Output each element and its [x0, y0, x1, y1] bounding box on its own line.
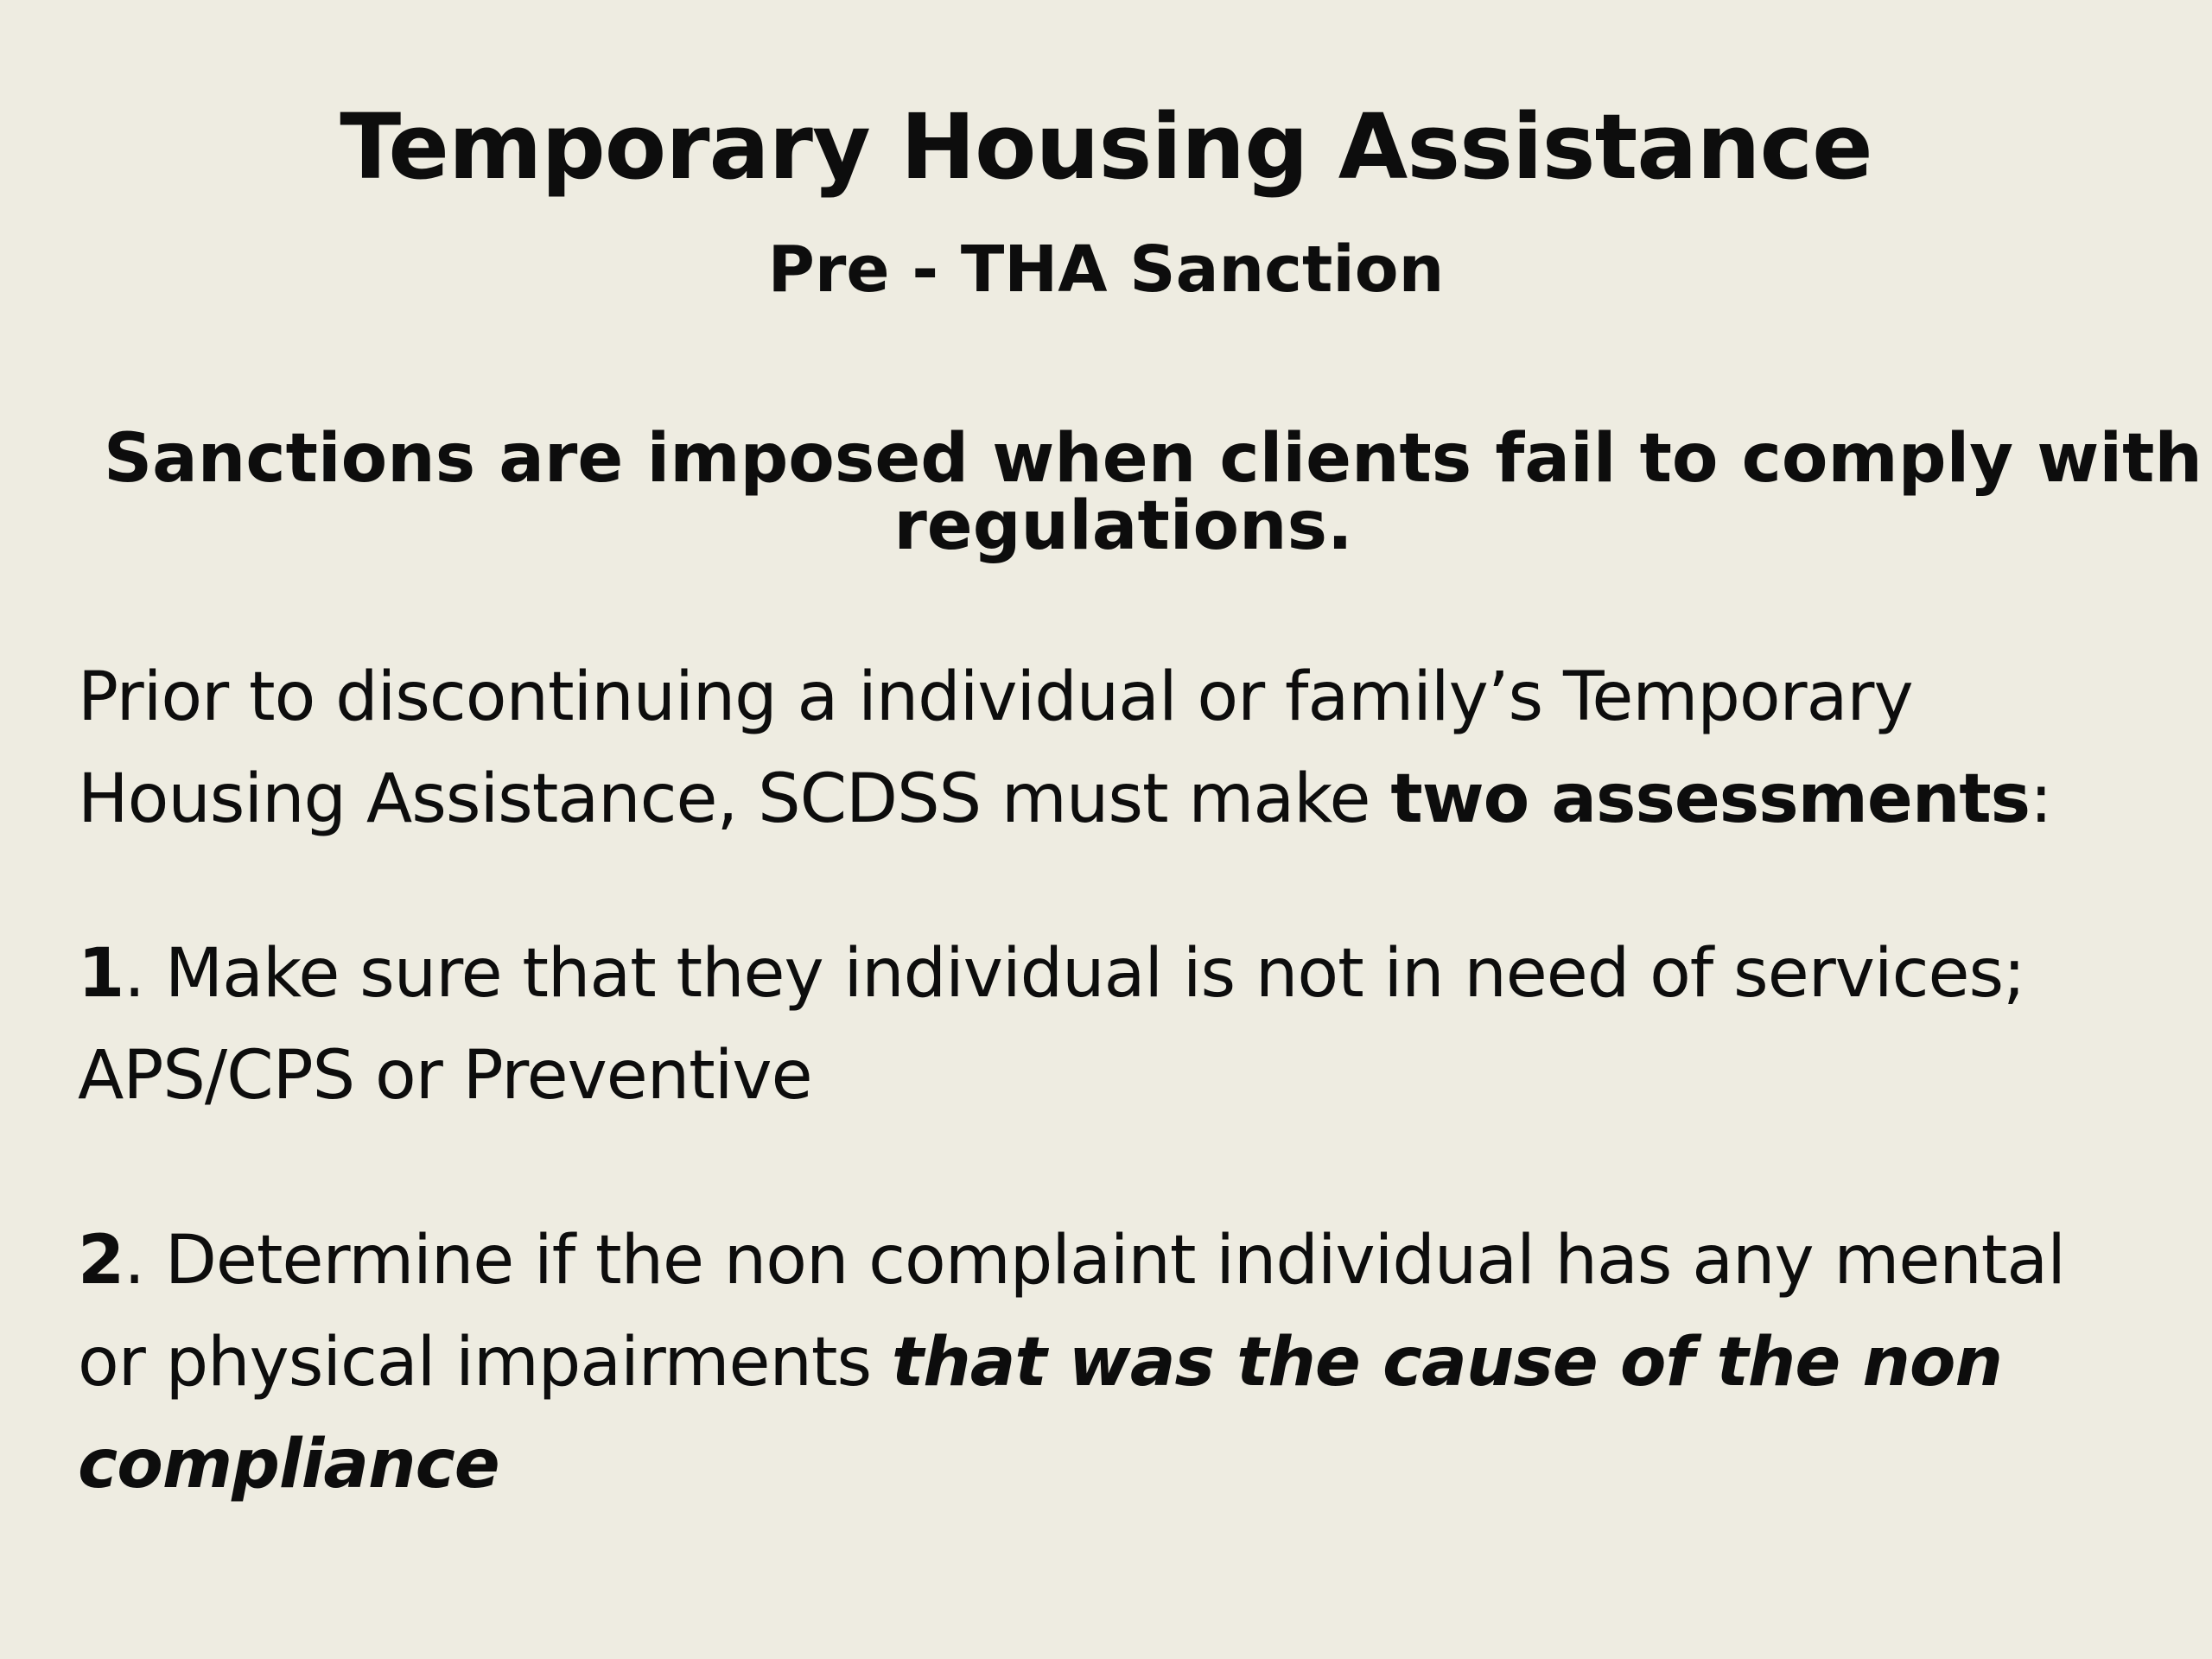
item-1-number: 1 — [78, 935, 124, 1013]
list-item-2 — [78, 1210, 2186, 1516]
item-1-line-1 — [78, 923, 2186, 1025]
lead-line-1: Sanctions are imposed when clients fail to comply with — [104, 420, 2202, 498]
item-2-number: 2 — [78, 1222, 124, 1300]
intro-line-1: Prior to discontinuing a individual or family’s Temporary — [78, 658, 1913, 736]
item-1-line-2: APS/CPS or Preventive — [78, 1037, 812, 1115]
lead-statement — [104, 420, 2202, 565]
item-2-line-3: compliance — [78, 1426, 499, 1503]
item-2-line-1 — [78, 1210, 2186, 1312]
item-2-line-2 — [78, 1312, 2186, 1414]
slide-title: Temporary Housing Assistance — [340, 94, 1872, 200]
slide-subtitle: Pre - THA Sanction — [767, 232, 1445, 307]
item-2-emphasis: that was the cause of the non — [891, 1324, 2003, 1402]
intro-line-2-prefix: Housing Assistance, SCDSS must make — [78, 760, 1391, 838]
intro-line-2 — [78, 748, 2186, 850]
item-2-text: . Determine if the non complaint individual has any mental — [124, 1222, 2065, 1300]
intro-emphasis: two assessments — [1390, 760, 2031, 838]
item-1-text: . Make sure that they individual is not in need of services; — [124, 935, 2025, 1013]
lead-line-2: regulations. — [893, 487, 1353, 565]
intro-line-2-suffix: : — [2030, 760, 2052, 838]
item-2-line-2-prefix: or physical impairments — [78, 1324, 892, 1402]
list-item-1 — [78, 923, 2186, 1127]
intro-paragraph — [78, 646, 2186, 850]
